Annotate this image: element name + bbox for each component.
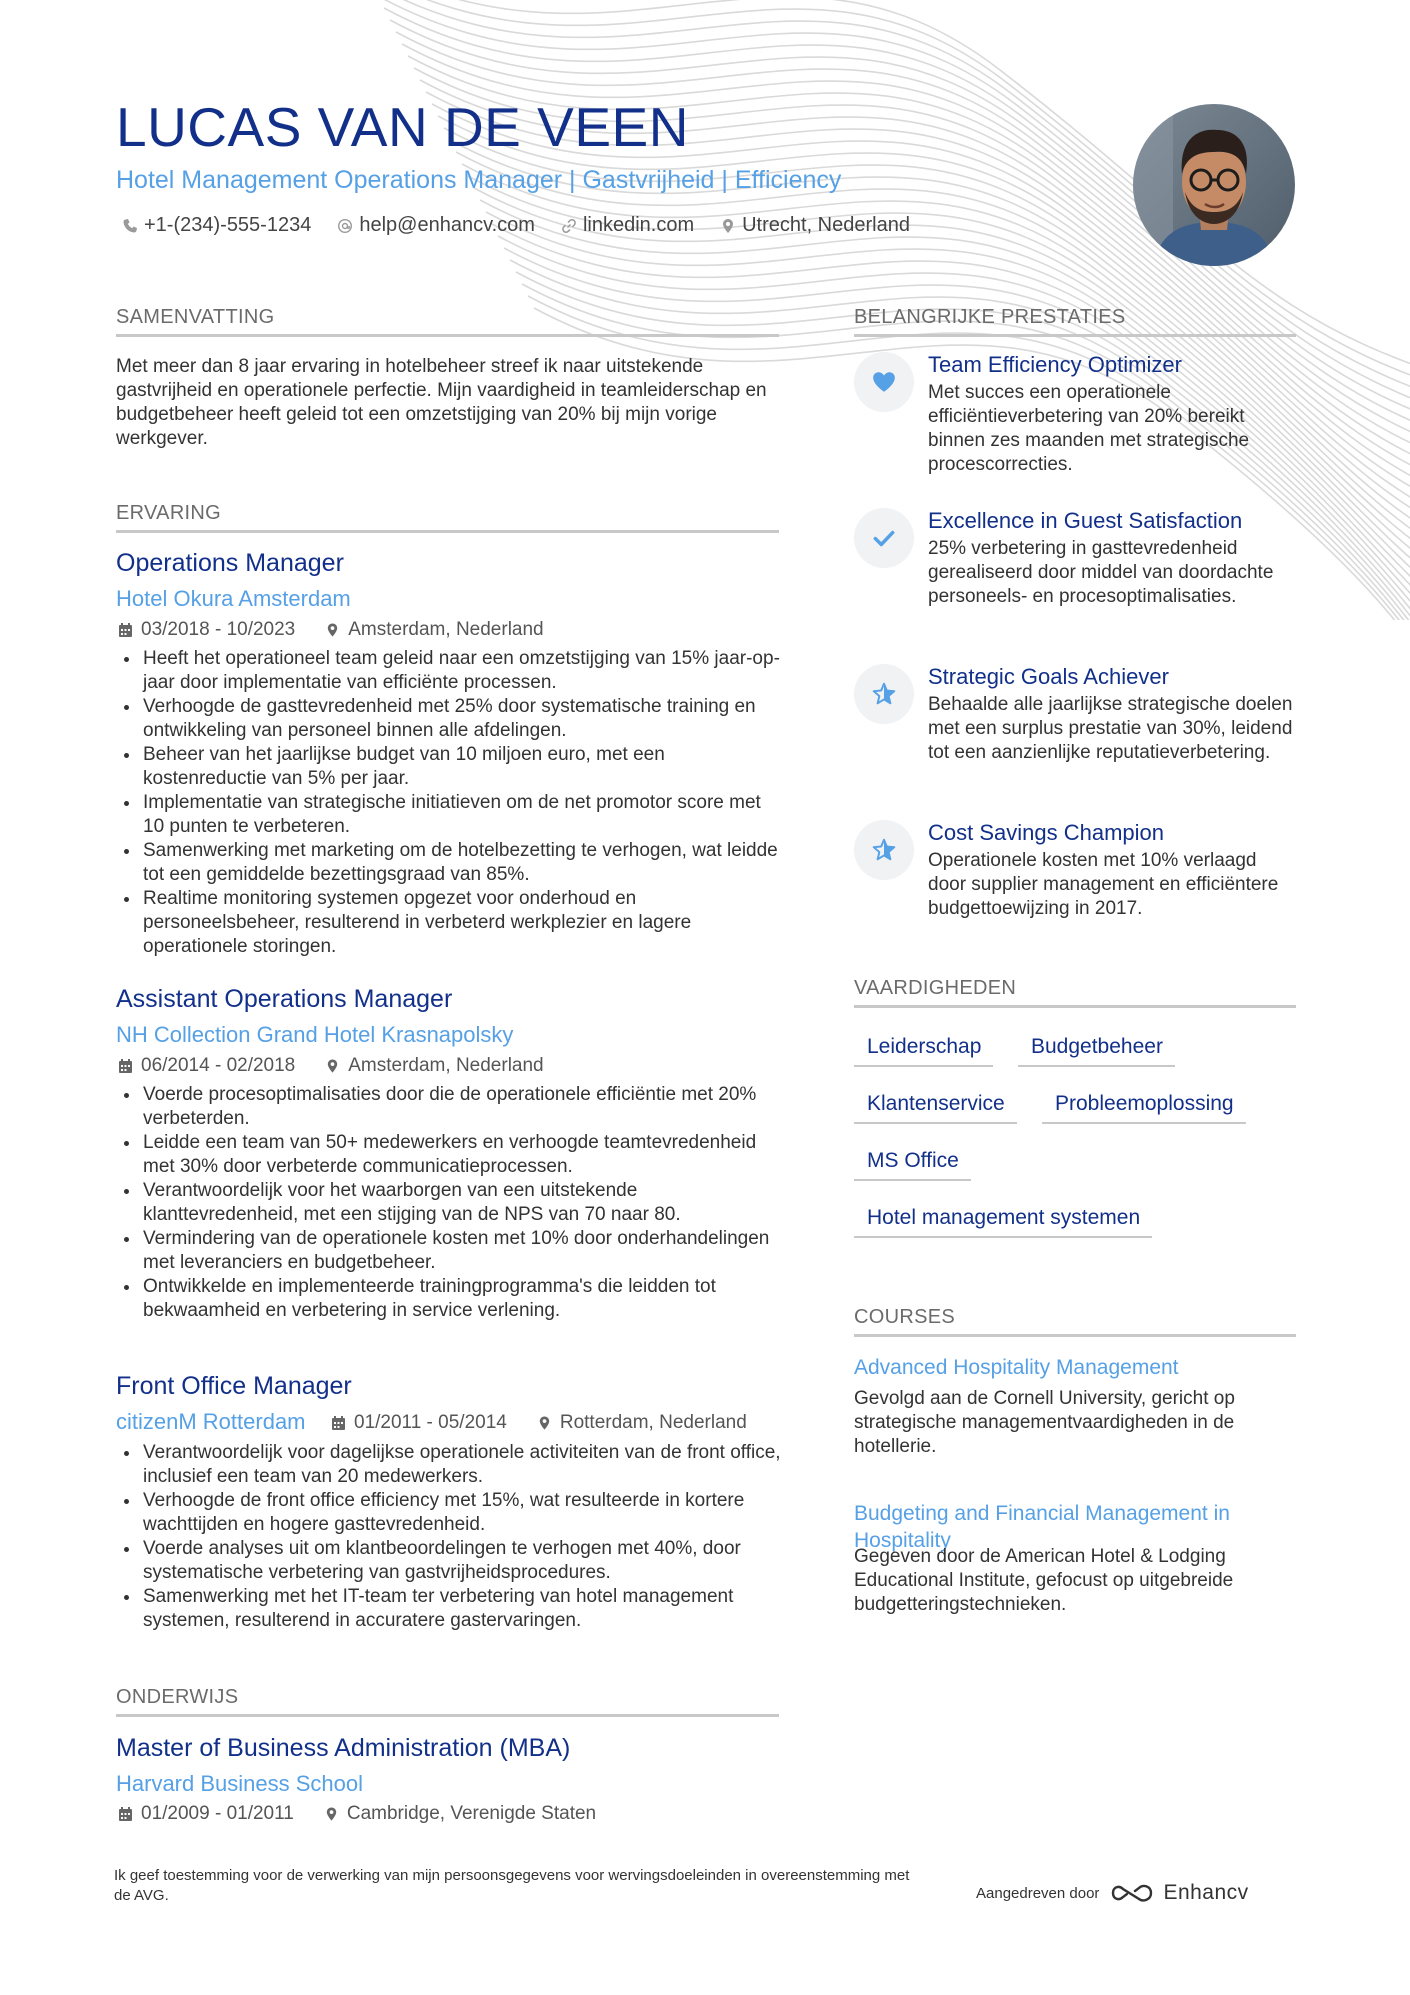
job-meta <box>331 1412 747 1434</box>
bullet-item: Implementatie van strategische initiatieven om de net promotor score met 10 punten te verbeteren. <box>116 791 786 839</box>
check-icon <box>871 525 897 551</box>
heart-icon <box>871 369 897 395</box>
skill-tag: Leiderschap <box>854 1035 993 1067</box>
summary-heading: SAMENVATTING <box>116 306 779 337</box>
job-dates: 06/2014 - 02/2018 <box>141 1055 296 1076</box>
skill-tag: Hotel management systemen <box>854 1206 1152 1238</box>
skill-tag: Budgetbeheer <box>1018 1035 1175 1067</box>
job-title: Front Office Manager <box>116 1372 352 1400</box>
calendar-icon <box>118 1806 133 1822</box>
bullet-item: Verhoogde de gasttevredenheid met 25% door systematische training en ontwikkeling van personeel binnen alle afdelingen. <box>116 695 786 743</box>
contact-location <box>720 214 910 237</box>
job-location: Rotterdam, Nederland <box>559 1412 747 1433</box>
education-school: Harvard Business School <box>116 1771 364 1796</box>
job-dates: 01/2011 - 05/2014 <box>354 1412 507 1433</box>
job-bullets <box>116 1441 786 1633</box>
bullet-item: Leidde een team van 50+ medewerkers en verhoogde teamtevredenheid met 30% door verbeterde communicatieprocessen. <box>116 1131 786 1179</box>
job-location: Amsterdam, Nederland <box>348 619 544 640</box>
consent-text: Ik geef toestemming voor de verwerking van mijn persoonsgegevens voor wervingsdoeleinden in overeenstemming met de AVG. <box>114 1867 910 1904</box>
bullet-item: Beheer van het jaarlijkse budget van 10 miljoen euro, met een kostenreductie van 5% per jaar. <box>116 743 786 791</box>
skill-tag: Klantenservice <box>854 1092 1017 1124</box>
job-bullets <box>116 1083 786 1323</box>
bullet-item: Verantwoordelijk voor dagelijkse operationele activiteiten van de front office, inclusief een team van 20 medewerkers. <box>116 1441 786 1489</box>
experience-heading: ERVARING <box>116 502 779 533</box>
location-pin-icon <box>325 1058 340 1074</box>
linkedin-text: linkedin.com <box>582 214 695 236</box>
location-text: Utrecht, Nederland <box>742 214 910 236</box>
location-pin-icon <box>325 622 340 638</box>
achievement-desc: Operationele kosten met 10% verlaagd door supplier management en efficiëntere budgettoewijzing in 2017. <box>928 850 1279 919</box>
achievement-title: Strategic Goals Achiever <box>928 664 1169 689</box>
job-title: Assistant Operations Manager <box>116 985 453 1013</box>
course-desc: Gevolgd aan de Cornell University, gericht op strategische managementvaardigheden in de hotellerie. <box>854 1388 1235 1457</box>
calendar-icon <box>118 1058 133 1074</box>
bullet-item: Heeft het operationeel team geleid naar een omzetstijging van 15% jaar-op-jaar door implementatie van efficiënte processen. <box>116 647 786 695</box>
bullet-item: Voerde analyses uit om klantbeoordelingen te verhogen met 40%, door systematische verbetering van gastvrijheidsprocedures. <box>116 1537 786 1585</box>
education-dates: 01/2009 - 01/2011 <box>141 1803 294 1824</box>
achievement-title: Team Efficiency Optimizer <box>928 352 1182 377</box>
calendar-icon <box>118 622 133 638</box>
location-pin-icon <box>324 1806 339 1822</box>
job-company: citizenM Rotterdam <box>116 1409 306 1434</box>
enhancv-logo-icon <box>1109 1881 1155 1905</box>
bullet-item: Voerde procesoptimalisaties door die de operationele efficiëntie met 20% verbeterden. <box>116 1083 786 1131</box>
star-icon <box>871 681 897 707</box>
phone-text: +1-(234)-555-1234 <box>144 214 312 236</box>
calendar-icon <box>331 1415 346 1431</box>
education-degree: Master of Business Administration (MBA) <box>116 1734 571 1762</box>
star-icon <box>871 837 897 863</box>
link-icon <box>561 218 577 234</box>
job-location: Amsterdam, Nederland <box>348 1055 544 1076</box>
candidate-name: LUCAS VAN DE VEEN <box>116 96 689 158</box>
location-pin-icon <box>537 1415 552 1431</box>
achievement-title: Excellence in Guest Satisfaction <box>928 508 1243 533</box>
bullet-item: Ontwikkelde en implementeerde trainingprogramma's die leidden tot bekwaamheid en verbetering in service verlening. <box>116 1275 786 1323</box>
skills-heading: VAARDIGHEDEN <box>854 977 1296 1008</box>
job-company: NH Collection Grand Hotel Krasnapolsky <box>116 1022 514 1047</box>
achievements-heading: BELANGRIJKE PRESTATIES <box>854 306 1296 337</box>
job-bullets <box>116 647 786 959</box>
achievement-desc: Met succes een operationele efficiëntieverbetering van 20% bereikt binnen zes maanden met strategische procescorrecties. <box>928 382 1250 475</box>
job-company: Hotel Okura Amsterdam <box>116 586 351 611</box>
skill-tag: MS Office <box>854 1149 971 1181</box>
bullet-item: Realtime monitoring systemen opgezet voor onderhoud en personeelsbeheer, resulterend in verbeterd werkplezier en lagere operationele storingen. <box>116 887 786 959</box>
contact-linkedin[interactable] <box>561 214 694 237</box>
at-icon <box>337 218 353 234</box>
contact-phone[interactable] <box>122 214 311 237</box>
education-meta <box>118 1803 596 1825</box>
bullet-item: Samenwerking met het IT-team ter verbetering van hotel management systemen, resulterend in accuratere gastervaringen. <box>116 1585 786 1633</box>
course-title: Budgeting and Financial Management in Hospitality <box>854 1502 1230 1552</box>
powered-by-label: Aangedreven door <box>976 1884 1100 1902</box>
job-meta <box>118 619 544 641</box>
course-title: Advanced Hospitality Management <box>854 1356 1179 1379</box>
summary-text: Met meer dan 8 jaar ervaring in hotelbeheer streef ik naar uitstekende gastvrijheid en operationele perfectie. Mijn vaardigheid in teamleiderschap en budgetbeheer heeft geleid tot een omzetstijging van 20% bij mijn vorige werkgever. <box>116 356 767 449</box>
bullet-item: Vermindering van de operationele kosten met 10% door onderhandelingen met leveranciers en budgetbeheer. <box>116 1227 786 1275</box>
bullet-item: Verantwoordelijk voor het waarborgen van een uitstekende klanttevredenheid, met een stijging van de NPS van 70 naar 80. <box>116 1179 786 1227</box>
achievement-desc: Behaalde alle jaarlijkse strategische doelen met een surplus prestatie van 30%, leidend tot een aanzienlijke reputatieverbetering. <box>928 694 1293 763</box>
candidate-title: Hotel Management Operations Manager | Gastvrijheid | Efficiency <box>116 166 842 194</box>
brand-name: Enhancv <box>1163 1881 1249 1904</box>
email-text: help@enhancv.com <box>359 214 535 236</box>
skill-tag: Probleemoplossing <box>1042 1092 1246 1124</box>
courses-heading: COURSES <box>854 1306 1296 1337</box>
job-dates: 03/2018 - 10/2023 <box>141 619 296 640</box>
course-desc: Gegeven door de American Hotel & Lodging Educational Institute, gefocust op uitgebreide budgetteringstechnieken. <box>854 1546 1234 1615</box>
contact-bar <box>122 214 936 237</box>
location-pin-icon <box>720 218 736 234</box>
bullet-item: Verhoogde de front office efficiency met 15%, wat resulteerde in kortere wachttijden en hogere gasttevredenheid. <box>116 1489 786 1537</box>
achievement-desc: 25% verbetering in gasttevredenheid gerealiseerd door middel van doordachte personeels- en procesoptimalisaties. <box>928 538 1274 607</box>
powered-by <box>976 1881 1249 1905</box>
education-heading: ONDERWIJS <box>116 1686 779 1717</box>
contact-email[interactable] <box>337 214 535 237</box>
job-title: Operations Manager <box>116 549 344 577</box>
bullet-item: Samenwerking met marketing om de hotelbezetting te verhogen, wat leidde tot een gemiddelde bezettingsgraad van 85%. <box>116 839 786 887</box>
phone-icon <box>122 218 138 234</box>
profile-photo <box>1133 104 1295 266</box>
achievement-title: Cost Savings Champion <box>928 820 1165 845</box>
education-location: Cambridge, Verenigde Staten <box>346 1803 597 1824</box>
job-meta <box>118 1055 544 1077</box>
